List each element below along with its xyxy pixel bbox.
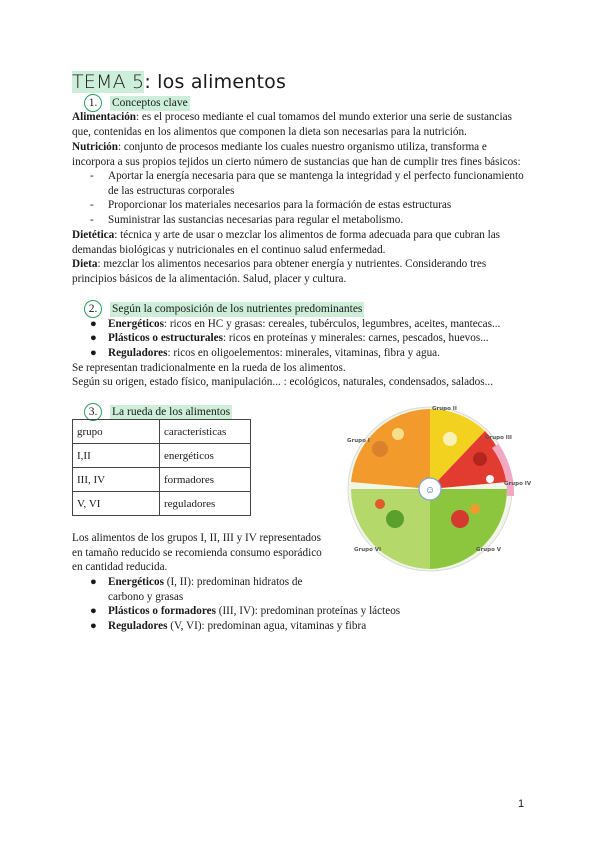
bullet-marker: ● [90,605,97,617]
list-item-text: (III, IV): predominan proteínas y lácteos [215,605,401,617]
term: Energéticos [108,318,164,330]
wheel-label-group-iv: Grupo IV [504,481,532,487]
table-cell: III, IV [73,468,160,492]
list-item-text: : ricos en proteínas y minerales: carnes, pescados, huevos... [222,332,489,344]
section-number: 3. [84,403,102,421]
list-item [90,331,489,346]
wheel-label-group-i: Grupo I [347,438,370,444]
term: Plásticos o estructurales [108,332,223,344]
table-cell: energéticos [160,444,251,468]
list-item [90,619,366,634]
term: Energéticos [108,576,164,588]
table-cell: reguladores [160,492,251,516]
term: Dieta [72,258,98,270]
table-row [73,492,251,516]
section-heading-text: La rueda de los alimentos [112,405,231,418]
section-number: 1. [84,94,102,112]
person-icon: ☺ [424,485,436,496]
list-item [90,346,440,361]
wheel-label-group-iii: Grupo III [485,435,512,441]
list-item-text: : ricos en HC y grasas: cereales, tubérculos, legumbres, aceites, mantecas... [163,318,501,330]
lettuce-icon [386,510,404,528]
definition-text: : es el proceso mediante el cual tomamos del mundo exterior una serie de sustancias que, contenidas en los alimentos que componen la dieta son necesarias para la nutrición. [72,111,512,138]
list-item-text: Aportar la energía necesaria para que se mantenga la integridad y el perfecto funcionamiento de las estructuras corporales [108,170,524,197]
list-item [90,575,310,604]
list-item [90,604,400,619]
small-groups-note: Los alimentos de los grupos I, II, III y IV representados en tamaño reducido se recomienda consumo esporádico en cantidad reducida. [72,532,322,574]
definition-text: : conjunto de procesos mediante los cuales nuestro organismo utiliza, transforma e incorpora a sus propios tejidos un cierto número de sustancias que han de cumplir tres fines básicos: [72,141,521,168]
list-item [90,169,530,198]
section-number: 2. [84,300,102,318]
definition-text: : técnica y arte de usar o mezclar los alimentos de forma adecuada para que cubran las demandas biológicas y nutricionales en el continuo salud enfermedad. [72,229,501,256]
table-cell: I,II [73,444,160,468]
definition-alimentacion [72,110,528,139]
butter-icon [443,432,457,446]
orange-icon [470,504,480,514]
wheel-sector-group-vi [351,489,430,569]
bread-icon [372,441,388,457]
wheel-sector-group-i [351,409,430,489]
title-rest: : los alimentos [144,71,287,93]
table-row [73,468,251,492]
list-item-text: : ricos en oligoelementos: minerales, vitaminas, fibra y agua. [167,347,440,359]
list-item-text: (I, II): predominan hidratos de carbono y grasas [108,576,303,603]
bullet-marker: ● [90,576,97,588]
definition-dietetica [72,228,528,257]
page-number: 1 [518,798,525,810]
section-heading-text: Según la composición de los nutrientes predominantes [112,302,363,315]
table-cell: formadores [160,468,251,492]
wheel-label-group-ii: Grupo II [432,406,457,412]
table-cell: V, VI [73,492,160,516]
dash-marker: - [90,199,94,211]
term: Dietética [72,229,115,241]
food-wheel-image [340,404,532,574]
list-item-text: Proporcionar los materiales necesarios para la formación de estas estructuras [108,199,452,211]
rueda-note: Se representan tradicionalmente en la rueda de los alimentos. [72,362,346,374]
definition-nutricion [72,140,528,169]
wheel-label-group-v: Grupo V [476,547,502,553]
section-heading-text: Conceptos clave [112,96,188,109]
bullet-marker: ● [90,620,97,632]
term: Plásticos o formadores [108,605,216,617]
list-item-text: (V, VI): predominan agua, vitaminas y fibra [167,620,367,632]
page-title [72,70,286,94]
wheel-sector-group-v [430,489,507,569]
table-header-cell: grupo [73,420,160,444]
tomato-icon [451,510,469,528]
wheel-label-group-vi: Grupo VI [354,547,382,553]
bullet-marker: ● [90,332,97,344]
egg-icon [486,475,494,483]
definition-dieta [72,257,528,286]
list-item [90,317,500,332]
origen-note: Según su origen, estado físico, manipulación... : ecológicos, naturales, condensados, salados... [72,376,493,388]
list-item-text: Suministrar las sustancias necesarias para regular el metabolismo. [108,214,404,226]
meat-icon [473,452,487,466]
definition-text: : mezclar los alimentos necesarios para obtener energía y nutrientes. Considerando tres principios básicos de la alimentación. Salud, placer y cultura. [72,258,487,285]
food-groups-table [72,419,251,516]
dash-marker: - [90,170,94,182]
term: Nutrición [72,141,118,153]
table-row [73,444,251,468]
table-header-row [73,420,251,444]
table-header-cell: características [160,420,251,444]
list-item [90,198,530,213]
carrot-icon [375,499,385,509]
term: Reguladores [108,620,168,632]
list-item [90,213,530,228]
bullet-marker: ● [90,347,97,359]
section-2-heading [88,300,364,318]
title-highlight: TEMA 5 [72,71,145,93]
dash-marker: - [90,214,94,226]
term: Alimentación [72,111,137,123]
cereal-icon [392,428,404,440]
term: Reguladores [108,347,168,359]
bullet-marker: ● [90,318,97,330]
